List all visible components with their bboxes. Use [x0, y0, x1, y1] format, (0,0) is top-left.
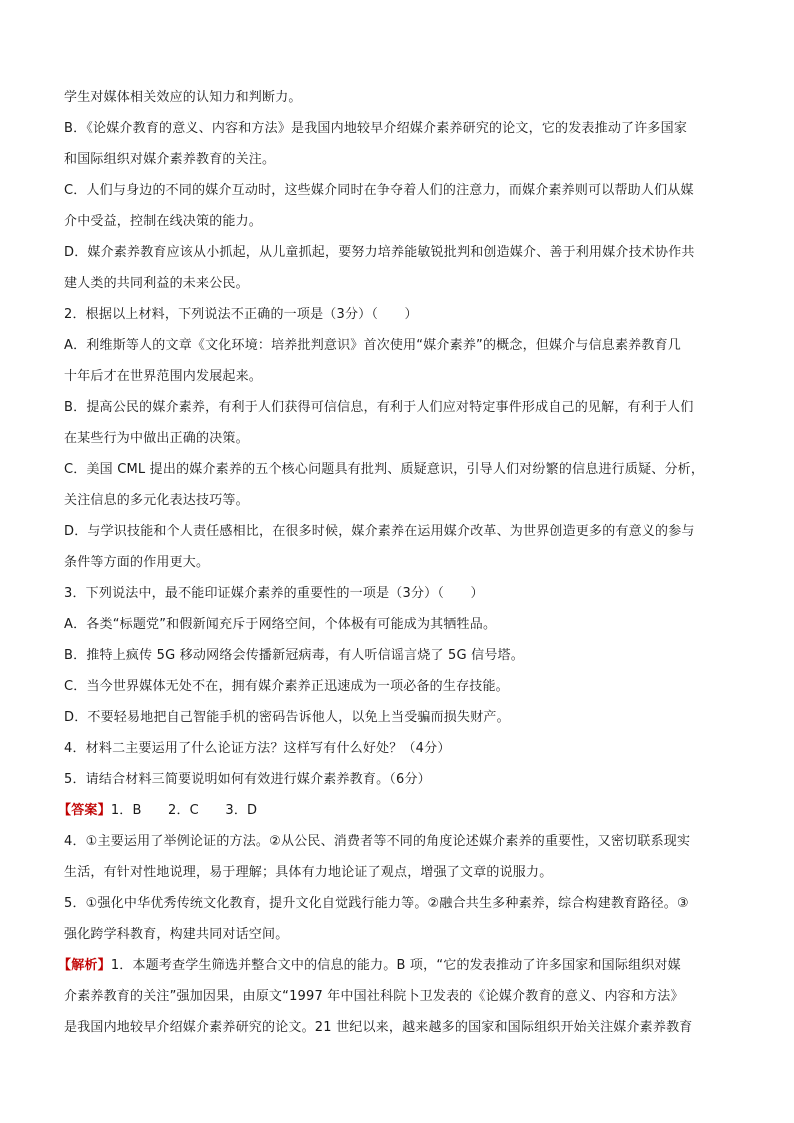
option-c-line: C．当今世界媒体无处不在，拥有媒介素养正迅速成为一项必备的生存技能。	[64, 679, 509, 694]
analysis-text-line: 是我国内地较早介绍媒介素养研究的论文。21 世纪以来，越来越多的国家和国际组织开始关注媒介素养教育	[64, 1020, 693, 1035]
option-c-line: C．人们与身边的不同的媒介互动时，这些媒介同时在争夺着人们的注意力，而媒介素养则可以帮助人们从媒	[64, 183, 694, 198]
analysis-text-line: 介素养教育的关注”强加因果，由原文“1997 年中国社科院卜卫发表的《论媒介教育的意义、内容和方法》	[64, 989, 684, 1004]
question-3: 3．下列说法中，最不能印证媒介素养的重要性的一项是（3分）（ ）	[64, 586, 484, 601]
text-line: 介中受益，控制在线决策的能力。	[64, 214, 263, 229]
answer-tag: 【答案】	[58, 803, 111, 818]
question-5: 5．请结合材料三简要说明如何有效进行媒介素养教育。（6分）	[64, 772, 431, 787]
option-d-line: D．与学识技能和个人责任感相比，在很多时候，媒介素养在运用媒介改革、为世界创造更多的有意义的参与	[64, 524, 695, 539]
question-2: 2．根据以上材料，下列说法不正确的一项是（3分）（ ）	[64, 307, 418, 322]
answer-text-line: 4．①主要运用了举例论证的方法。②从公民、消费者等不同的角度论述媒介素养的重要性，又密切联系现实	[64, 834, 691, 849]
document-body	[58, 82, 732, 1043]
option-a-line: A．利维斯等人的文章《文化环境：培养批判意识》首次使用“媒介素养”的概念，但媒介与信息素养教育几	[64, 338, 681, 353]
text-line: 建人类的共同利益的未来公民。	[64, 276, 249, 291]
text-line: 学生对媒体相关效应的认知力和判断力。	[64, 90, 302, 105]
option-d-line: D．不要轻易地把自己智能手机的密码告诉他人，以免上当受骗而损失财产。	[64, 710, 510, 725]
text-line: 关注信息的多元化表达技巧等。	[64, 493, 249, 508]
analysis-text: 1．本题考查学生筛选并整合文中的信息的能力。B 项，“它的发表推动了许多国家和国际组织对媒	[110, 958, 681, 973]
question-4: 4．材料二主要运用了什么论证方法？这样写有什么好处？（4分）	[64, 741, 451, 756]
answer-line	[58, 795, 732, 826]
text-line: 十年后才在世界范围内发展起来。	[64, 369, 263, 384]
option-d-line: D．媒介素养教育应该从小抓起，从儿童抓起，要努力培养能敏锐批判和创造媒介、善于利用媒介技术协作共	[64, 245, 695, 260]
option-b-line: B．《论媒介教育的意义、内容和方法》是我国内地较早介绍媒介素养研究的论文，它的发表推动了许多国家	[64, 121, 688, 136]
option-c-line: C．美国 CML 提出的媒介素养的五个核心问题具有批判、质疑意识，引导人们对纷繁的信息进行质疑、分析，	[64, 462, 705, 477]
answer-text-line: 生活，有针对性地说理，易于理解；具体有力地论证了观点，增强了文章的说服力。	[64, 865, 553, 880]
option-a-line: A．各类“标题党”和假新闻充斥于网络空间，个体极有可能成为其牺牲品。	[64, 617, 497, 632]
option-b-line: B．推特上疯传 5G 移动网络会传播新冠病毒，有人听信谣言烧了 5G 信号塔。	[64, 648, 524, 663]
text-line: 在某些行为中做出正确的决策。	[64, 431, 249, 446]
analysis-line	[58, 950, 732, 981]
option-b-line: B．提高公民的媒介素养，有利于人们获得可信信息，有利于人们应对特定事件形成自己的见解，有利于人们	[64, 400, 694, 415]
answer-text: 1．B 2．C 3．D	[110, 803, 258, 818]
answer-text-line: 强化跨学科教育，构建共同对话空间。	[64, 927, 289, 942]
text-line: 和国际组织对媒介素养教育的关注。	[64, 152, 276, 167]
text-line: 条件等方面的作用更大。	[64, 555, 210, 570]
answer-text-line: 5．①强化中华优秀传统文化教育，提升文化自觉践行能力等。②融合共生多种素养，综合构建教育路径。③	[64, 896, 689, 911]
analysis-tag: 【解析】	[58, 958, 111, 973]
